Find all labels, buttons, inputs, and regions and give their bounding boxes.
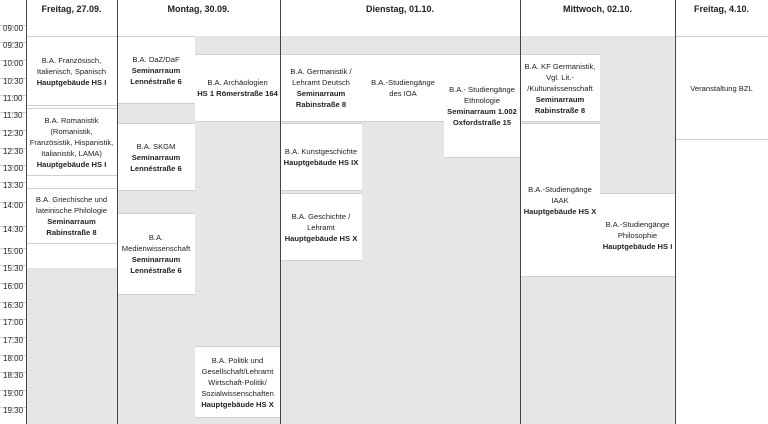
event-text — [603, 219, 673, 252]
event-mi-philo[interactable] — [600, 193, 675, 277]
event-location-line: Seminarraum — [131, 255, 181, 264]
event-name-line: B.A. Germanistik / — [290, 67, 352, 76]
time-label: 10:30 — [3, 77, 24, 86]
time-label: 12:30 — [3, 129, 24, 138]
day-divider — [675, 0, 676, 424]
event-location-line: Seminarraum — [131, 65, 181, 75]
event-name-line: B.A. Französisch, — [41, 55, 102, 65]
event-location-line: Hauptgebäude HS I — [36, 77, 107, 87]
event-name-line: B.A. — [148, 233, 164, 242]
event-name-line: Gesellschaft/Lehramt — [201, 366, 274, 376]
time-label: 14:00 — [3, 201, 24, 210]
event-name-line: B.A. Geschichte / — [291, 211, 351, 221]
event-name-line: Lehramt — [307, 222, 335, 232]
time-label: 18:00 — [3, 354, 24, 363]
event-name-line: B.A. Archäologien — [207, 78, 268, 87]
event-location-line: Seminarraum 1.002 — [447, 107, 517, 116]
time-label: 16:00 — [3, 282, 24, 291]
event-text — [30, 115, 114, 170]
event-di-ethno[interactable] — [444, 54, 520, 158]
day-header-tue-01: Dienstag, 01.10. — [365, 4, 435, 14]
event-location-line: Oxfordstraße 15 — [452, 118, 512, 127]
event-name-line: B.A. Politik und — [211, 355, 264, 365]
event-mo-skgm[interactable] — [117, 123, 195, 191]
event-name-line: B.A.-Studiengänge — [528, 184, 592, 194]
event-name-line: B.A.-Studiengänge — [605, 219, 670, 229]
day-header-fri-04: Freitag, 4.10. — [693, 4, 750, 14]
event-name-line: Französistik, Hispanistik, — [29, 137, 114, 147]
event-location-line: Seminarraum — [131, 152, 181, 162]
event-name-line: Vgl. Lit.- — [546, 72, 574, 82]
day-divider — [280, 0, 281, 424]
time-label: 15:00 — [3, 247, 24, 256]
event-mo-archaeo[interactable] — [195, 54, 280, 122]
event-location-line: Rabinstraße 8 — [534, 105, 586, 115]
event-location-line: Rabinstraße 8 — [46, 228, 97, 237]
event-di-kunst[interactable] — [280, 123, 362, 191]
day-header-wed-02: Mittwoch, 02.10. — [562, 4, 633, 14]
event-name-line: Wirtschaft-Politik/ — [208, 377, 267, 387]
time-label: 19:00 — [3, 389, 24, 398]
event-location-line: Hauptgebäude HS X — [523, 206, 597, 216]
event-location-line: Hauptgebäude HS I — [36, 159, 107, 169]
time-label: 09:30 — [3, 41, 24, 50]
event-name-line: lateinische Philologie — [36, 206, 107, 215]
event-name-line: (Romanistik, — [50, 126, 93, 136]
event-di-ioa[interactable] — [362, 54, 444, 122]
event-mi-kf[interactable] — [520, 54, 600, 122]
event-name-line: IAAK — [551, 195, 569, 205]
time-label: 14:30 — [3, 225, 24, 234]
event-name-line: B.A. SKGM — [136, 141, 176, 151]
event-location-line: Seminarraum — [296, 89, 346, 98]
event-di-german[interactable] — [280, 54, 362, 122]
event-name-line: /Kulturwissenschaft — [527, 83, 593, 93]
day-divider — [26, 0, 27, 424]
event-fr-griech[interactable] — [26, 188, 117, 244]
event-text — [285, 211, 358, 244]
time-label: 18:30 — [3, 371, 24, 380]
event-location-line: Seminarraum — [535, 94, 585, 104]
event-location-line: Lennéstraße 6 — [130, 163, 182, 173]
event-mo-medien[interactable] — [117, 213, 195, 295]
empty-slot — [117, 18, 280, 36]
time-label: 10:00 — [3, 59, 24, 68]
event-name-line: B.A. Romanistik — [44, 115, 99, 125]
event-location-line: Hauptgebäude HS X — [201, 399, 274, 409]
event-text — [284, 146, 359, 168]
event-fr-franz[interactable] — [26, 36, 117, 106]
event-location-line: HS 1 Römerstraße 164 — [197, 89, 278, 98]
event-name-line: Veranstaltung BZL — [690, 83, 753, 93]
event-location-line: Hauptgebäude HS I — [602, 241, 673, 251]
event-name-line: Lehramt Deutsch — [292, 78, 350, 87]
event-name-line: Italianistik, LAMA) — [41, 148, 102, 158]
event-location-line: Rabinstraße 8 — [295, 100, 347, 109]
event-fr4-bzl[interactable] — [675, 36, 768, 140]
event-name-line: Sozialwissenschaften — [201, 388, 274, 398]
event-text — [447, 84, 517, 128]
event-text — [690, 83, 752, 94]
event-name-line: B.A. Griechische und — [35, 195, 108, 204]
event-name-line: B.A.-Studiengänge — [371, 78, 435, 87]
event-text — [130, 54, 182, 87]
event-text — [201, 355, 274, 410]
time-label: 13:30 — [3, 181, 24, 190]
event-di-gesch[interactable] — [280, 193, 362, 261]
time-label: 16:30 — [3, 301, 24, 310]
day-header-mon-30: Montag, 30.09. — [167, 4, 230, 14]
event-text — [197, 77, 278, 99]
time-label: 11:00 — [3, 94, 23, 103]
event-location-line: Seminarraum — [47, 217, 96, 226]
time-label: 09:00 — [3, 24, 24, 33]
time-label: 17:00 — [3, 318, 24, 327]
event-location-line: Lennéstraße 6 — [130, 266, 182, 275]
event-text — [36, 194, 107, 238]
time-column — [0, 18, 27, 424]
day-divider — [117, 0, 118, 424]
time-label: 12:30 — [3, 147, 24, 156]
event-mo-politik[interactable] — [195, 346, 280, 418]
time-label: 13:00 — [3, 164, 24, 173]
day-header-fri-27: Freitag, 27.09. — [41, 4, 102, 14]
time-label: 19:30 — [3, 406, 24, 415]
event-name-line: Italienisch, Spanisch — [36, 66, 107, 76]
day-divider — [520, 0, 521, 424]
empty-slot — [520, 18, 675, 36]
event-location-line: Lennéstraße 6 — [130, 76, 182, 86]
time-label: 15:30 — [3, 264, 24, 273]
event-text — [130, 141, 182, 174]
event-mo-daz[interactable] — [117, 36, 195, 104]
event-name-line: Medienwissenschaft — [121, 244, 191, 253]
empty-slot — [280, 18, 520, 36]
event-name-line: Philosophie — [617, 230, 658, 240]
event-text — [37, 55, 107, 88]
event-name-line: B.A. Kunstgeschichte — [284, 147, 358, 156]
event-text — [525, 61, 596, 116]
event-location-line: Hauptgebäude HS X — [284, 233, 358, 243]
event-text — [290, 66, 351, 110]
event-name-line: B.A. DaZ/DaF — [132, 54, 180, 64]
event-mi-iaak[interactable] — [520, 123, 600, 277]
event-name-line: B.A.- Studiengänge — [449, 85, 515, 94]
event-text — [122, 232, 190, 276]
time-label: 17:30 — [3, 336, 24, 345]
time-label: 11:30 — [3, 111, 23, 120]
event-fr-roman[interactable] — [26, 108, 117, 176]
event-name-line: des IOA — [389, 89, 417, 98]
event-text — [371, 77, 435, 99]
event-name-line: B.A. KF Germanistik, — [524, 61, 596, 71]
event-text — [524, 184, 597, 217]
event-location-line: Hauptgebäude HS IX — [283, 158, 359, 167]
event-name-line: Ethnologie — [464, 96, 500, 105]
